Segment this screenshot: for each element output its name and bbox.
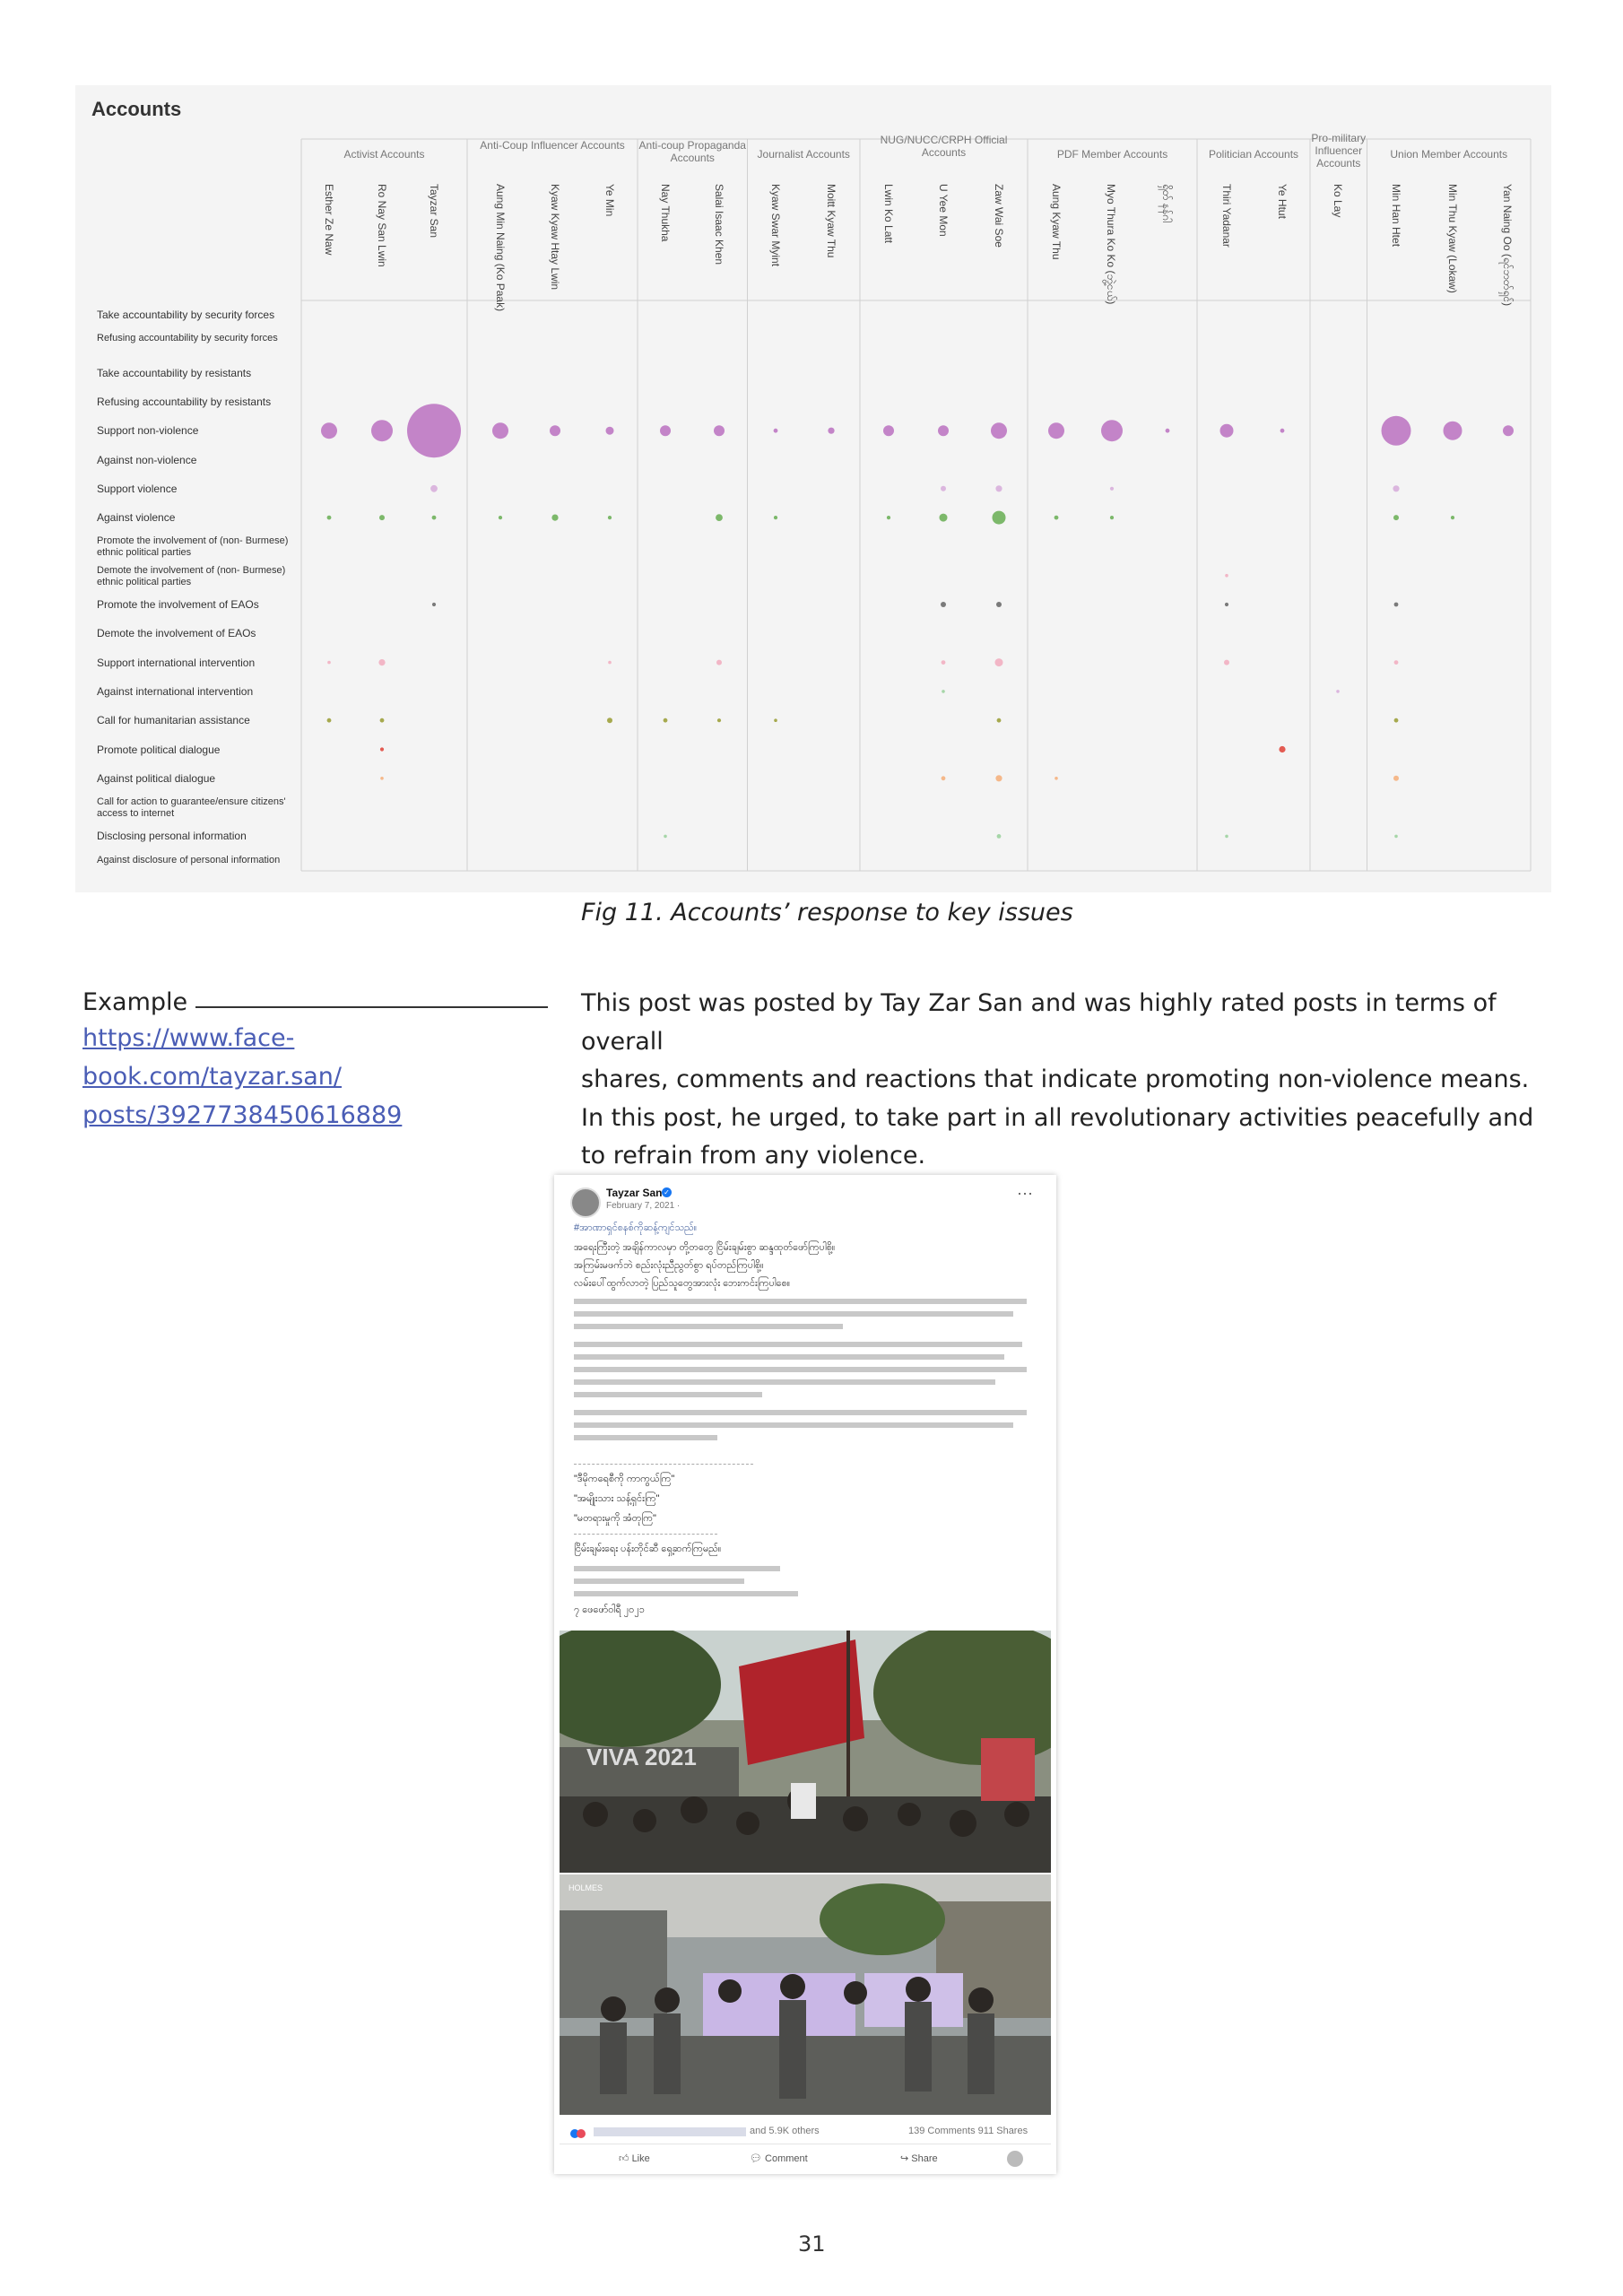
chart-bubble bbox=[774, 718, 777, 722]
share-button[interactable]: ↪ Share bbox=[900, 2153, 938, 2164]
chart-bubble bbox=[492, 422, 508, 439]
account-group-label: Union Member Accounts bbox=[1390, 148, 1508, 161]
chart-bubble bbox=[717, 718, 721, 722]
account-label: Thiri Yadanar bbox=[1220, 184, 1233, 248]
account-label: Min Thu Kyaw (Lokaw) bbox=[1446, 184, 1459, 293]
chart-bubble bbox=[942, 660, 946, 665]
post-photo-protest-march bbox=[560, 1874, 1051, 2115]
account-label: Ye Htut bbox=[1276, 184, 1289, 219]
issue-label: Promote political dialogue bbox=[97, 743, 221, 756]
chart-bubble bbox=[606, 427, 614, 435]
chart-bubble bbox=[321, 422, 337, 439]
chart-bubble bbox=[1394, 660, 1399, 665]
account-label: Aung Kyaw Thu bbox=[1050, 184, 1063, 260]
post-link[interactable]: posts/3927738450616889 bbox=[82, 1101, 403, 1129]
issue-label: Promote the involvement of (non- Burmese) ethnic political parties bbox=[97, 535, 289, 559]
like-icon: 👍︎ bbox=[619, 2153, 632, 2164]
divider bbox=[574, 1534, 717, 1535]
avatar bbox=[570, 1187, 601, 1218]
chart-bubble bbox=[407, 404, 461, 457]
chart-bubble bbox=[664, 718, 668, 723]
account-label: Min Han Htet bbox=[1390, 184, 1402, 248]
issue-label: Call for humanitarian assistance bbox=[97, 714, 250, 727]
chart-bubble bbox=[714, 425, 725, 436]
chart-bubble bbox=[379, 515, 385, 520]
issue-label: Promote the involvement of EAOs bbox=[97, 598, 259, 611]
post-photo-protest-banner bbox=[560, 1631, 1051, 1873]
account-group-label: Journalist Accounts bbox=[757, 148, 850, 161]
chart-bubble bbox=[1503, 425, 1514, 436]
chart-bubble bbox=[941, 602, 946, 607]
chart-bubble bbox=[887, 516, 890, 519]
chart-bubble bbox=[1382, 416, 1411, 446]
chart-bubble bbox=[1394, 835, 1398, 839]
chart-bubble bbox=[1225, 574, 1228, 578]
account-label: Salai Isaac Khen bbox=[713, 184, 725, 265]
body-paragraph bbox=[581, 985, 1551, 1176]
chart-bubble bbox=[550, 425, 560, 436]
chart-bubble bbox=[1110, 487, 1114, 491]
chart-bubble bbox=[380, 777, 384, 780]
account-label: Yan Naing Oo (ရင်ဘတ်ရှင်) bbox=[1501, 184, 1514, 307]
body-line: This post was posted by Tay Zar San and was highly rated posts in terms of overall bbox=[581, 989, 1497, 1056]
chart-bubble bbox=[1220, 424, 1234, 438]
comment-button[interactable]: 💬︎ Comment bbox=[750, 2153, 808, 2164]
issue-label: Against violence bbox=[97, 511, 176, 525]
chart-bubble bbox=[995, 775, 1002, 781]
post-text-line: #အာဏာရှင်စနစ်ကိုဆန့်ကျင်သည်။ bbox=[574, 1222, 698, 1233]
verified-badge-icon: ✓ bbox=[662, 1187, 672, 1197]
chart-title: Accounts bbox=[91, 98, 182, 120]
chart-bubble bbox=[942, 690, 945, 693]
chart-bubble bbox=[1394, 718, 1399, 723]
account-group-label: Anti-coup Propaganda Accounts bbox=[638, 139, 746, 164]
account-group-label: Anti-Coup Influencer Accounts bbox=[480, 139, 625, 152]
chart-bubble bbox=[995, 485, 1002, 491]
account-label: U Yee Mon bbox=[937, 184, 950, 237]
account-label: Myo Thura Ko Ko (ဘွဲ့ငယ်) bbox=[1105, 184, 1117, 305]
chart-bubble bbox=[432, 516, 437, 520]
chart-bubble bbox=[995, 658, 1003, 666]
comment-icon: 💬︎ bbox=[750, 2153, 766, 2164]
account-group-label: Activist Accounts bbox=[343, 148, 425, 161]
chart-bubble bbox=[1055, 777, 1058, 780]
body-line: to refrain from any violence. bbox=[581, 1142, 926, 1170]
account-label: Lwin Ko Latt bbox=[882, 184, 895, 244]
issue-label: Against political dialogue bbox=[97, 771, 216, 785]
body-line: In this post, he urged, to take part in all revolutionary activities peacefully and bbox=[581, 1103, 1534, 1132]
chart-bubble bbox=[996, 602, 1002, 607]
chart-bubble bbox=[1055, 516, 1059, 520]
account-label: Kyaw Swar Myint bbox=[769, 184, 782, 267]
body-line: shares, comments and reactions that indicate promoting non-violence means. bbox=[581, 1065, 1530, 1093]
post-text-block bbox=[574, 1295, 1040, 1457]
account-group-label: NUG/NUCC/CRPH Official Accounts bbox=[880, 134, 1008, 159]
issue-label: Support violence bbox=[97, 482, 178, 495]
account-label: Tayzar San bbox=[428, 184, 440, 239]
like-button[interactable]: 👍︎ Like bbox=[619, 2153, 650, 2164]
issue-label: Support non-violence bbox=[97, 424, 199, 438]
chart-bubble bbox=[828, 428, 834, 434]
account-group-label: Politician Accounts bbox=[1208, 148, 1299, 161]
post-text-line: "မတရားမှုကို အံတုကြ" bbox=[574, 1513, 656, 1524]
chart-bubble bbox=[1444, 422, 1462, 440]
chart-bubble bbox=[993, 511, 1006, 525]
chart-bubble bbox=[1451, 516, 1454, 519]
account-label: Ro Nay San Lwin bbox=[376, 184, 388, 267]
chart-bubble bbox=[1279, 746, 1285, 752]
account-label: Moitt Kyaw Thu bbox=[825, 184, 838, 258]
chart-bubble bbox=[608, 516, 612, 519]
post-text-block bbox=[574, 1562, 843, 1598]
issue-label: Against non-violence bbox=[97, 453, 197, 466]
share-icon: ↪ bbox=[900, 2153, 912, 2164]
chart-bubble bbox=[551, 515, 558, 521]
chart-bubble bbox=[938, 425, 949, 436]
chart-bubble bbox=[607, 718, 612, 723]
chart-bubble bbox=[660, 425, 671, 436]
reaction-icons bbox=[570, 2126, 586, 2136]
chart-bubble bbox=[1225, 603, 1228, 606]
account-label: Kyaw Kyaw Htay Lwin bbox=[549, 184, 561, 291]
issue-label: Against international intervention bbox=[97, 684, 254, 698]
figure-caption: Fig 11. Accounts’ response to key issues bbox=[581, 899, 1073, 926]
post-text-line: အကြမ်းမဖက်ဘဲ စည်းလုံးညီညွတ်စွာ ရပ်တည်ကြပါစို့။ bbox=[574, 1260, 764, 1271]
issue-label: Disclosing personal information bbox=[97, 830, 247, 843]
issue-label: Call for action to guarantee/ensure citizens' access to internet bbox=[97, 796, 286, 820]
chart-bubble bbox=[1393, 515, 1399, 520]
example-divider bbox=[195, 1006, 548, 1008]
page-number: 31 bbox=[798, 2231, 826, 2257]
post-text-line: အရေးကြီးတဲ့ အချိန်ကာလမှာ တို့တတွေ ငြိမ်းချမ်းစွာ ဆန္ဒထုတ်ဖော်ကြပါစို့။ bbox=[574, 1242, 836, 1253]
account-label: Nay Thukha bbox=[659, 184, 672, 242]
chart-bubble bbox=[371, 420, 393, 441]
chart-bubble bbox=[1225, 835, 1228, 839]
post-text-line: ၇ ဖေဖော်ဝါရီ ၂၀၂၁ bbox=[574, 1605, 645, 1615]
account-label: Zaw Wai Soe bbox=[993, 184, 1005, 248]
facebook-post-screenshot bbox=[554, 1175, 1056, 2174]
chart-bubble bbox=[1336, 690, 1340, 693]
chart-bubble bbox=[1393, 485, 1399, 491]
chart-bubble bbox=[997, 834, 1002, 839]
post-text-line: လမ်းပေါ်ထွက်လာတဲ့ ပြည်သူတွေအားလုံး ဘေးကင်းကြပါစေ။ bbox=[574, 1278, 791, 1289]
reaction-count[interactable]: and 5.9K others bbox=[750, 2126, 820, 2136]
post-author[interactable]: Tayzar San bbox=[606, 1187, 663, 1199]
chart-bubble bbox=[716, 660, 722, 665]
divider bbox=[574, 1464, 753, 1465]
chart-bubble bbox=[327, 661, 331, 665]
svg-text:VIVA 2021: VIVA 2021 bbox=[586, 1744, 697, 1770]
chart-bubble bbox=[1280, 429, 1285, 433]
chart-bubble bbox=[1101, 420, 1123, 441]
chart-bubble bbox=[608, 661, 612, 665]
chart-bubble bbox=[1393, 776, 1399, 781]
account-label: Ye Min bbox=[603, 184, 616, 217]
chart-bubble bbox=[378, 659, 385, 665]
chart-bubble bbox=[499, 516, 502, 519]
chart-bubble bbox=[1048, 422, 1064, 439]
chart-panel bbox=[75, 85, 1551, 892]
post-date: February 7, 2021 · bbox=[606, 1201, 681, 1211]
account-group-label: Pro-military Influencer Accounts bbox=[1311, 132, 1367, 170]
account-group-label: PDF Member Accounts bbox=[1056, 148, 1168, 161]
chart-bubble bbox=[940, 514, 948, 522]
post-text-line: ငြိမ်းချမ်းရေး ပန်းတိုင်ဆီ ရှေ့ဆက်ကြမည်။ bbox=[574, 1544, 722, 1554]
post-text-line: "အမျိုးသား သန့်ရှင်းကြ" bbox=[574, 1493, 660, 1504]
account-label: ရှိတ် နန်ဂါ bbox=[1160, 184, 1173, 223]
post-text-line: "ဒီမိုကရေစီကို ကာကွယ်ကြ" bbox=[574, 1474, 675, 1484]
chart-bubble bbox=[991, 422, 1007, 439]
chart-bubble bbox=[716, 514, 723, 521]
chart-bubble bbox=[941, 486, 946, 491]
chart-bubble bbox=[380, 747, 384, 751]
account-label: Ko Lay bbox=[1332, 184, 1344, 218]
chart-bubble bbox=[327, 516, 332, 520]
blurred-names bbox=[594, 2127, 746, 2136]
chart-bubble bbox=[774, 516, 777, 519]
chart-bubble bbox=[327, 718, 332, 723]
chart-bubble bbox=[774, 429, 778, 433]
chart-bubble bbox=[664, 835, 667, 839]
chart-bubble bbox=[997, 718, 1002, 723]
example-label: Example bbox=[82, 988, 188, 1016]
issue-label: Support international intervention bbox=[97, 656, 256, 669]
issue-label: Refusing accountability by security forces bbox=[97, 333, 278, 344]
issue-label: Demote the involvement of EAOs bbox=[97, 627, 256, 640]
chart-bubble bbox=[942, 776, 946, 780]
issue-label: Take accountability by resistants bbox=[97, 366, 252, 379]
account-label: Aung Min Naing (Ko Paak) bbox=[494, 184, 507, 312]
chart-bubble bbox=[430, 485, 438, 492]
account-label: Esther Ze Naw bbox=[323, 184, 335, 256]
comment-share-count[interactable]: 139 Comments 911 Shares bbox=[908, 2126, 1028, 2136]
chart-bubble bbox=[432, 603, 436, 606]
chart-bubble bbox=[1224, 660, 1229, 665]
svg-text:HOLMES: HOLMES bbox=[568, 1883, 603, 1892]
chart-bubble bbox=[1110, 516, 1114, 519]
chart-bubble bbox=[1166, 429, 1170, 433]
chart-bubble bbox=[883, 425, 894, 436]
post-link[interactable]: book.com/tayzar.san/ bbox=[82, 1063, 343, 1091]
issue-label: Refusing accountability by resistants bbox=[97, 395, 272, 408]
post-link[interactable]: https://www.face- bbox=[82, 1024, 295, 1052]
issue-label: Take accountability by security forces bbox=[97, 309, 275, 321]
more-options-icon[interactable]: ··· bbox=[1017, 1184, 1033, 1202]
issue-label: Demote the involvement of (non- Burmese) ethnic political parties bbox=[97, 564, 286, 587]
chart-bubble bbox=[380, 718, 385, 723]
chart-bubble bbox=[1394, 603, 1399, 607]
profile-thumbnail bbox=[1007, 2151, 1023, 2167]
issue-label: Against disclosure of personal information bbox=[97, 854, 281, 865]
